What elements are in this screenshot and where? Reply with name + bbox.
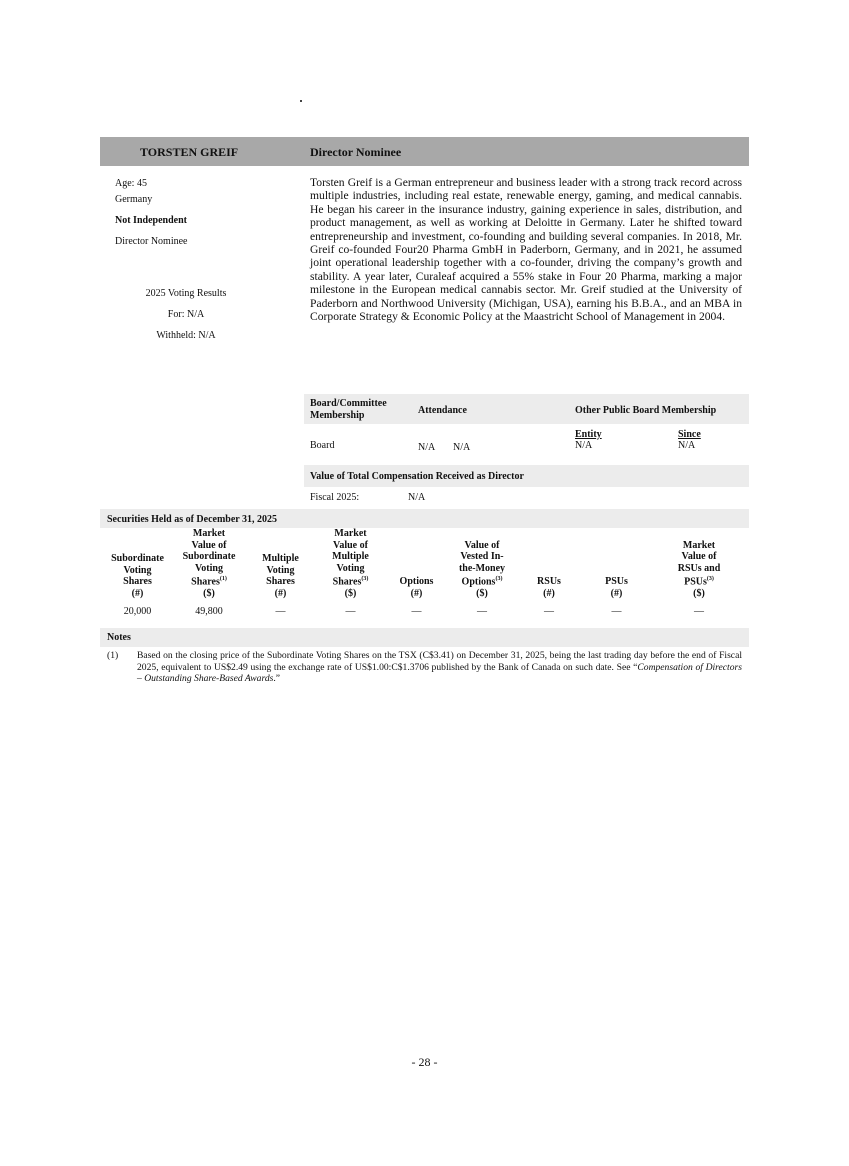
independence-status: Not Independent xyxy=(115,215,187,226)
col-mv-multiple-voting-shares: Market Value of Multiple Voting Shares$^{(3)}$ ($) xyxy=(332,528,369,599)
nominee-header-bar xyxy=(100,137,749,166)
voting-results-title: 2025 Voting Results xyxy=(145,288,227,299)
notes-header-bar xyxy=(100,628,749,647)
table-cell: — xyxy=(345,605,356,617)
country: Germany xyxy=(115,194,153,205)
since-value: N/A xyxy=(678,440,696,451)
board-col-other: Other Public Board Membership xyxy=(575,405,717,416)
entity-value: N/A xyxy=(575,440,593,451)
compensation-title: Value of Total Compensation Received as Director xyxy=(310,471,524,482)
table-cell: 49,800 xyxy=(195,605,223,617)
securities-header-row xyxy=(100,528,749,602)
stray-mark xyxy=(300,100,302,102)
page-number: - 28 - xyxy=(411,1055,438,1069)
nominee-name: TORSTEN GREIF xyxy=(140,145,239,159)
col-mv-sub-voting-shares: Market Value of Subordinate Voting Shares$^{(1)}$ ($) xyxy=(182,528,236,599)
securities-table xyxy=(100,528,749,618)
biography: Torsten Greif is a German entrepreneur and business leader with a strong track record across multiple industries, including real estate, renewable energy, gaming, and medical cannabis. He began his career in the insurance industry, gaining experience in sales, distribution, and product management, as well as working at Deloitte in Germany. Later he shifted toward entrepreneurship and investment, co-founding and building several companies. In 2018, Mr. Greif co-founded Four20 Pharma GmbH in Paderborn, Germany, and in 2021, he assumed joint operational leadership together with a co-founder, driving the company’s growth and stability. A year later, Curaleaf acquired a 55% stake in Four 20 Pharma, marking a major milestone in the European medical cannabis sector. Mr. Greif studied at the University of Paderborn and Northwood University (Michigan, USA), earning his B.B.A., and an MBA in Corporate Strategy & Economic Policy at the Maastricht School of Management in 2004. xyxy=(310,176,742,324)
board-col-attendance: Attendance xyxy=(418,405,467,416)
col-value-vested-options: Value of Vested In- the-Money Options$^{(3)}$ ($) xyxy=(458,539,506,599)
col-options: Options (#) xyxy=(399,576,434,599)
fiscal-value: N/A xyxy=(408,492,426,503)
table-cell: — xyxy=(544,605,554,617)
board-row-label: Board xyxy=(310,440,335,451)
securities-title: Securities Held as of December 31, 2025 xyxy=(107,514,278,525)
table-cell: — xyxy=(694,605,704,617)
note-1-text-italic: Compensation of Directors – Outstanding Share-Based Awards xyxy=(137,661,742,684)
entity-label: Entity xyxy=(575,429,602,440)
notes-title: Notes xyxy=(107,632,131,643)
voting-withheld: Withheld: N/A xyxy=(156,330,216,341)
note-1-text-a: Based on the closing price of the Subordinate Voting Shares on the TSX (C$3.41) on December 31, 2025, being the last trading day before the end of Fiscal 2025, equivalent to US$2.49 using the exchange rate of US$1.00:C$1.3706 published by the Bank of Canada on such date. See “ xyxy=(137,650,742,673)
position: Director Nominee xyxy=(115,236,188,247)
table-cell: — xyxy=(477,605,487,617)
attendance-value-1: N/A xyxy=(418,442,436,453)
fiscal-label: Fiscal 2025: xyxy=(310,492,360,503)
since-label: Since xyxy=(678,429,701,440)
col-psus: PSUs (#) xyxy=(605,576,628,599)
table-cell: — xyxy=(611,605,622,617)
securities-values-row xyxy=(100,602,749,618)
note-1-number: (1) xyxy=(107,650,119,661)
note-1-text xyxy=(137,650,742,685)
table-cell: — xyxy=(411,605,422,617)
col-rsus: RSUs (#) xyxy=(537,576,561,599)
board-col-membership: Board/Committee Membership xyxy=(310,398,387,421)
col-sub-voting-shares: Subordinate Voting Shares (#) xyxy=(111,553,164,599)
table-cell: 20,000 xyxy=(123,605,152,617)
note-1-text-b: .” xyxy=(273,673,281,684)
age: Age: 45 xyxy=(115,178,147,189)
nominee-role: Director Nominee xyxy=(310,145,402,159)
col-multiple-voting-shares: Multiple Voting Shares (#) xyxy=(262,553,299,599)
table-cell: — xyxy=(275,605,286,617)
voting-for: For: N/A xyxy=(167,309,205,320)
attendance-value-2: N/A xyxy=(453,442,471,453)
col-mv-rsus-psus: Market Value of RSUs and PSUs$^{(3)}$ ($) xyxy=(677,539,721,599)
